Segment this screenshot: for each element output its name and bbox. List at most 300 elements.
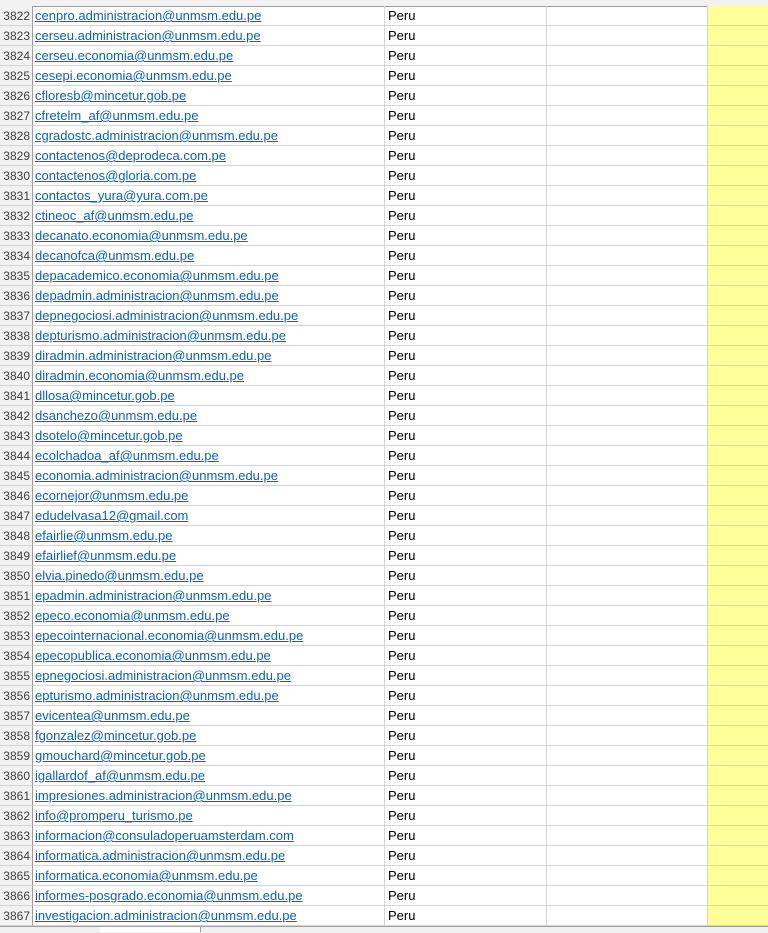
table-row	[0, 746, 768, 766]
empty-cell[interactable]	[547, 546, 708, 566]
email-cell[interactable]	[33, 726, 385, 746]
email-cell[interactable]	[33, 6, 385, 26]
empty-cell[interactable]	[547, 186, 708, 206]
highlighted-cell[interactable]	[708, 386, 768, 406]
email-hyperlink[interactable]: epecopublica.economia@unmsm.edu.pe	[35, 648, 271, 663]
email-hyperlink[interactable]: dsanchezo@unmsm.edu.pe	[35, 408, 198, 423]
email-cell[interactable]	[33, 346, 385, 366]
email-hyperlink[interactable]: efairlie@unmsm.edu.pe	[35, 528, 173, 543]
highlighted-cell[interactable]	[708, 846, 768, 866]
row-number[interactable]: 3823	[0, 26, 33, 46]
empty-cell[interactable]	[547, 706, 708, 726]
email-hyperlink[interactable]: decanato.economia@unmsm.edu.pe	[35, 228, 248, 243]
row-number[interactable]: 3854	[0, 646, 33, 666]
country-cell[interactable]: Peru	[385, 186, 547, 206]
empty-cell[interactable]	[547, 286, 708, 306]
empty-cell[interactable]	[547, 646, 708, 666]
country-cell[interactable]: Peru	[385, 646, 547, 666]
empty-cell[interactable]	[547, 346, 708, 366]
highlighted-cell[interactable]	[708, 226, 768, 246]
email-cell[interactable]	[33, 526, 385, 546]
table-row	[0, 46, 768, 66]
email-hyperlink[interactable]: epturismo.administracion@unmsm.edu.pe	[35, 688, 279, 703]
highlighted-cell[interactable]	[708, 666, 768, 686]
empty-cell[interactable]	[547, 606, 708, 626]
empty-cell[interactable]	[547, 366, 708, 386]
email-cell[interactable]	[33, 586, 385, 606]
table-row	[0, 566, 768, 586]
row-number[interactable]: 3866	[0, 886, 33, 906]
email-hyperlink[interactable]: gmouchard@mincetur.gob.pe	[35, 748, 206, 763]
email-hyperlink[interactable]: fgonzalez@mincetur.gob.pe	[35, 728, 197, 743]
highlighted-cell[interactable]	[708, 6, 768, 26]
row-number[interactable]: 3833	[0, 226, 33, 246]
email-hyperlink[interactable]: informatica.economia@unmsm.edu.pe	[35, 868, 258, 883]
sheet-tab-active[interactable]	[100, 927, 201, 932]
highlighted-cell[interactable]	[708, 826, 768, 846]
row-number[interactable]: 3857	[0, 706, 33, 726]
empty-cell[interactable]	[547, 826, 708, 846]
email-hyperlink[interactable]: cgradostc.administracion@unmsm.edu.pe	[35, 128, 278, 143]
highlighted-cell[interactable]	[708, 486, 768, 506]
email-hyperlink[interactable]: igallardof_af@unmsm.edu.pe	[35, 768, 206, 783]
email-cell[interactable]	[33, 286, 385, 306]
row-number[interactable]: 3859	[0, 746, 33, 766]
highlighted-cell[interactable]	[708, 126, 768, 146]
empty-cell[interactable]	[547, 806, 708, 826]
email-cell[interactable]	[33, 786, 385, 806]
email-hyperlink[interactable]: depturismo.administracion@unmsm.edu.pe	[35, 328, 286, 343]
country-cell[interactable]: Peru	[385, 686, 547, 706]
email-cell[interactable]	[33, 406, 385, 426]
highlighted-cell[interactable]	[708, 766, 768, 786]
table-row	[0, 706, 768, 726]
row-number[interactable]: 3822	[0, 6, 33, 26]
email-cell[interactable]	[33, 606, 385, 626]
country-cell[interactable]: Peru	[385, 466, 547, 486]
table-row	[0, 806, 768, 826]
table-row	[0, 666, 768, 686]
row-number[interactable]: 3847	[0, 506, 33, 526]
empty-cell[interactable]	[547, 766, 708, 786]
email-cell[interactable]	[33, 766, 385, 786]
row-number[interactable]: 3825	[0, 66, 33, 86]
email-cell[interactable]	[33, 866, 385, 886]
email-hyperlink[interactable]: cfloresb@mincetur.gob.pe	[35, 88, 187, 103]
highlighted-cell[interactable]	[708, 626, 768, 646]
country-cell[interactable]: Peru	[385, 586, 547, 606]
email-cell[interactable]	[33, 706, 385, 726]
email-cell[interactable]	[33, 906, 385, 926]
country-cell[interactable]: Peru	[385, 146, 547, 166]
email-hyperlink[interactable]: dsotelo@mincetur.gob.pe	[35, 428, 183, 443]
highlighted-cell[interactable]	[708, 26, 768, 46]
highlighted-cell[interactable]	[708, 886, 768, 906]
row-number[interactable]: 3864	[0, 846, 33, 866]
row-number[interactable]: 3867	[0, 906, 33, 926]
country-cell[interactable]: Peru	[385, 866, 547, 886]
email-hyperlink[interactable]: cenpro.administracion@unmsm.edu.pe	[35, 8, 262, 23]
row-number[interactable]: 3838	[0, 326, 33, 346]
email-hyperlink[interactable]: ecolchadoa_af@unmsm.edu.pe	[35, 448, 219, 463]
email-hyperlink[interactable]: depadmin.administracion@unmsm.edu.pe	[35, 288, 279, 303]
country-cell[interactable]: Peru	[385, 226, 547, 246]
row-number[interactable]: 3827	[0, 106, 33, 126]
row-number[interactable]: 3856	[0, 686, 33, 706]
row-number[interactable]: 3862	[0, 806, 33, 826]
empty-cell[interactable]	[547, 906, 708, 926]
highlighted-cell[interactable]	[708, 166, 768, 186]
row-number[interactable]: 3836	[0, 286, 33, 306]
email-cell[interactable]	[33, 646, 385, 666]
table-row	[0, 606, 768, 626]
empty-cell[interactable]	[547, 386, 708, 406]
empty-cell[interactable]	[547, 486, 708, 506]
email-cell[interactable]	[33, 86, 385, 106]
empty-cell[interactable]	[547, 526, 708, 546]
highlighted-cell[interactable]	[708, 726, 768, 746]
empty-cell[interactable]	[547, 846, 708, 866]
row-number[interactable]: 3852	[0, 606, 33, 626]
row-number[interactable]: 3865	[0, 866, 33, 886]
country-cell[interactable]: Peru	[385, 286, 547, 306]
empty-cell[interactable]	[547, 506, 708, 526]
empty-cell[interactable]	[547, 626, 708, 646]
email-hyperlink[interactable]: diradmin.economia@unmsm.edu.pe	[35, 368, 245, 383]
table-row	[0, 286, 768, 306]
email-cell[interactable]	[33, 566, 385, 586]
email-hyperlink[interactable]: epecointernacional.economia@unmsm.edu.pe	[35, 628, 304, 643]
highlighted-cell[interactable]	[708, 786, 768, 806]
row-number[interactable]: 3831	[0, 186, 33, 206]
highlighted-cell[interactable]	[708, 146, 768, 166]
highlighted-cell[interactable]	[708, 866, 768, 886]
empty-cell[interactable]	[547, 166, 708, 186]
highlighted-cell[interactable]	[708, 426, 768, 446]
row-number[interactable]: 3839	[0, 346, 33, 366]
highlighted-cell[interactable]	[708, 446, 768, 466]
table-row	[0, 906, 768, 926]
email-cell[interactable]	[33, 886, 385, 906]
empty-cell[interactable]	[547, 126, 708, 146]
email-cell[interactable]	[33, 186, 385, 206]
country-cell[interactable]: Peru	[385, 166, 547, 186]
empty-cell[interactable]	[547, 6, 708, 26]
country-cell[interactable]: Peru	[385, 606, 547, 626]
highlighted-cell[interactable]	[708, 566, 768, 586]
email-cell[interactable]	[33, 846, 385, 866]
row-number[interactable]: 3830	[0, 166, 33, 186]
highlighted-cell[interactable]	[708, 86, 768, 106]
email-cell[interactable]	[33, 306, 385, 326]
highlighted-cell[interactable]	[708, 906, 768, 926]
empty-cell[interactable]	[547, 686, 708, 706]
email-hyperlink[interactable]: dllosa@mincetur.gob.pe	[35, 388, 175, 403]
empty-cell[interactable]	[547, 586, 708, 606]
email-cell[interactable]	[33, 66, 385, 86]
empty-cell[interactable]	[547, 246, 708, 266]
country-cell[interactable]: Peru	[385, 726, 547, 746]
email-cell[interactable]	[33, 226, 385, 246]
highlighted-cell[interactable]	[708, 286, 768, 306]
highlighted-cell[interactable]	[708, 526, 768, 546]
email-hyperlink[interactable]: info@promperu_turismo.pe	[35, 808, 193, 823]
table-row	[0, 106, 768, 126]
country-cell[interactable]: Peru	[385, 106, 547, 126]
email-cell[interactable]	[33, 166, 385, 186]
empty-cell[interactable]	[547, 146, 708, 166]
highlighted-cell[interactable]	[708, 706, 768, 726]
row-number[interactable]: 3844	[0, 446, 33, 466]
empty-cell[interactable]	[547, 266, 708, 286]
email-cell[interactable]	[33, 266, 385, 286]
country-cell[interactable]: Peru	[385, 746, 547, 766]
email-cell[interactable]	[33, 546, 385, 566]
table-row	[0, 86, 768, 106]
country-cell[interactable]: Peru	[385, 46, 547, 66]
email-cell[interactable]	[33, 666, 385, 686]
email-hyperlink[interactable]: efairlief@unmsm.edu.pe	[35, 548, 177, 563]
email-hyperlink[interactable]: investigacion.administracion@unmsm.edu.pe	[35, 908, 297, 923]
table-row	[0, 726, 768, 746]
empty-cell[interactable]	[547, 26, 708, 46]
country-cell[interactable]: Peru	[385, 366, 547, 386]
empty-cell[interactable]	[547, 46, 708, 66]
country-cell[interactable]: Peru	[385, 706, 547, 726]
table-row	[0, 246, 768, 266]
table-row	[0, 546, 768, 566]
country-cell[interactable]: Peru	[385, 626, 547, 646]
email-hyperlink[interactable]: impresiones.administracion@unmsm.edu.pe	[35, 788, 292, 803]
table-row	[0, 126, 768, 146]
email-hyperlink[interactable]: cfretelm_af@unmsm.edu.pe	[35, 108, 199, 123]
row-number[interactable]: 3826	[0, 86, 33, 106]
country-cell[interactable]: Peru	[385, 126, 547, 146]
highlighted-cell[interactable]	[708, 186, 768, 206]
table-row	[0, 306, 768, 326]
email-hyperlink[interactable]: informacion@consuladoperuamsterdam.com	[35, 828, 294, 843]
country-cell[interactable]: Peru	[385, 566, 547, 586]
country-cell[interactable]: Peru	[385, 86, 547, 106]
email-hyperlink[interactable]: cesepi.economia@unmsm.edu.pe	[35, 68, 232, 83]
empty-cell[interactable]	[547, 566, 708, 586]
empty-cell[interactable]	[547, 786, 708, 806]
email-hyperlink[interactable]: informatica.administracion@unmsm.edu.pe	[35, 848, 286, 863]
email-cell[interactable]	[33, 146, 385, 166]
row-number[interactable]: 3840	[0, 366, 33, 386]
country-cell[interactable]: Peru	[385, 506, 547, 526]
sheet-tab[interactable]	[34, 927, 101, 932]
country-cell[interactable]: Peru	[385, 806, 547, 826]
country-cell[interactable]: Peru	[385, 246, 547, 266]
row-number[interactable]: 3824	[0, 46, 33, 66]
row-number[interactable]: 3837	[0, 306, 33, 326]
highlighted-cell[interactable]	[708, 686, 768, 706]
country-cell[interactable]: Peru	[385, 446, 547, 466]
table-row	[0, 146, 768, 166]
country-cell[interactable]: Peru	[385, 766, 547, 786]
email-hyperlink[interactable]: ctineoc_af@unmsm.edu.pe	[35, 208, 194, 223]
country-cell[interactable]: Peru	[385, 786, 547, 806]
email-cell[interactable]	[33, 366, 385, 386]
email-cell[interactable]	[33, 506, 385, 526]
country-cell[interactable]: Peru	[385, 486, 547, 506]
email-hyperlink[interactable]: contactos_yura@yura.com.pe	[35, 188, 208, 203]
email-cell[interactable]	[33, 806, 385, 826]
empty-cell[interactable]	[547, 866, 708, 886]
highlighted-cell[interactable]	[708, 366, 768, 386]
empty-cell[interactable]	[547, 446, 708, 466]
country-cell[interactable]: Peru	[385, 426, 547, 446]
email-cell[interactable]	[33, 46, 385, 66]
email-hyperlink[interactable]: edudelvasa12@gmail.com	[35, 508, 189, 523]
email-hyperlink[interactable]: elvia.pinedo@unmsm.edu.pe	[35, 568, 204, 583]
highlighted-cell[interactable]	[708, 746, 768, 766]
row-number[interactable]: 3849	[0, 546, 33, 566]
highlighted-cell[interactable]	[708, 306, 768, 326]
country-cell[interactable]: Peru	[385, 886, 547, 906]
highlighted-cell[interactable]	[708, 66, 768, 86]
email-hyperlink[interactable]: cerseu.administracion@unmsm.edu.pe	[35, 28, 261, 43]
highlighted-cell[interactable]	[708, 506, 768, 526]
table-row	[0, 346, 768, 366]
country-cell[interactable]: Peru	[385, 346, 547, 366]
empty-cell[interactable]	[547, 326, 708, 346]
row-number[interactable]: 3851	[0, 586, 33, 606]
email-cell[interactable]	[33, 386, 385, 406]
row-number[interactable]: 3861	[0, 786, 33, 806]
email-cell[interactable]	[33, 106, 385, 126]
country-cell[interactable]: Peru	[385, 26, 547, 46]
row-number[interactable]: 3829	[0, 146, 33, 166]
row-number[interactable]: 3858	[0, 726, 33, 746]
email-cell[interactable]	[33, 426, 385, 446]
highlighted-cell[interactable]	[708, 406, 768, 426]
email-cell[interactable]	[33, 626, 385, 646]
row-number[interactable]: 3842	[0, 406, 33, 426]
email-cell[interactable]	[33, 126, 385, 146]
email-cell[interactable]	[33, 26, 385, 46]
email-cell[interactable]	[33, 206, 385, 226]
highlighted-cell[interactable]	[708, 806, 768, 826]
empty-cell[interactable]	[547, 726, 708, 746]
email-hyperlink[interactable]: decanofca@unmsm.edu.pe	[35, 248, 195, 263]
email-hyperlink[interactable]: ecornejor@unmsm.edu.pe	[35, 488, 189, 503]
empty-cell[interactable]	[547, 666, 708, 686]
country-cell[interactable]: Peru	[385, 6, 547, 26]
country-cell[interactable]: Peru	[385, 306, 547, 326]
email-hyperlink[interactable]: depacademico.economia@unmsm.edu.pe	[35, 268, 279, 283]
email-hyperlink[interactable]: epeco.economia@unmsm.edu.pe	[35, 608, 230, 623]
empty-cell[interactable]	[547, 86, 708, 106]
highlighted-cell[interactable]	[708, 346, 768, 366]
highlighted-cell[interactable]	[708, 266, 768, 286]
row-number[interactable]: 3863	[0, 826, 33, 846]
email-hyperlink[interactable]: contactenos@gloria.com.pe	[35, 168, 197, 183]
email-cell[interactable]	[33, 486, 385, 506]
email-hyperlink[interactable]: epnegociosi.administracion@unmsm.edu.pe	[35, 668, 292, 683]
country-cell[interactable]: Peru	[385, 846, 547, 866]
country-cell[interactable]: Peru	[385, 66, 547, 86]
row-number[interactable]: 3846	[0, 486, 33, 506]
email-cell[interactable]	[33, 326, 385, 346]
table-row	[0, 206, 768, 226]
highlighted-cell[interactable]	[708, 206, 768, 226]
highlighted-cell[interactable]	[708, 546, 768, 566]
country-cell[interactable]: Peru	[385, 826, 547, 846]
empty-cell[interactable]	[547, 106, 708, 126]
empty-cell[interactable]	[547, 746, 708, 766]
highlighted-cell[interactable]	[708, 326, 768, 346]
email-cell[interactable]	[33, 466, 385, 486]
email-hyperlink[interactable]: depnegociosi.administracion@unmsm.edu.pe	[35, 308, 299, 323]
email-hyperlink[interactable]: evicentea@unmsm.edu.pe	[35, 708, 190, 723]
table-row	[0, 6, 768, 26]
row-number[interactable]: 3832	[0, 206, 33, 226]
highlighted-cell[interactable]	[708, 586, 768, 606]
country-cell[interactable]: Peru	[385, 546, 547, 566]
highlighted-cell[interactable]	[708, 466, 768, 486]
highlighted-cell[interactable]	[708, 246, 768, 266]
table-row	[0, 266, 768, 286]
email-hyperlink[interactable]: informes-posgrado.economia@unmsm.edu.pe	[35, 888, 303, 903]
row-number[interactable]: 3853	[0, 626, 33, 646]
country-cell[interactable]: Peru	[385, 206, 547, 226]
email-hyperlink[interactable]: epadmin.administracion@unmsm.edu.pe	[35, 588, 272, 603]
email-cell[interactable]	[33, 446, 385, 466]
row-number[interactable]: 3860	[0, 766, 33, 786]
email-cell[interactable]	[33, 746, 385, 766]
empty-cell[interactable]	[547, 66, 708, 86]
row-number[interactable]: 3848	[0, 526, 33, 546]
highlighted-cell[interactable]	[708, 646, 768, 666]
email-cell[interactable]	[33, 826, 385, 846]
country-cell[interactable]: Peru	[385, 386, 547, 406]
row-number[interactable]: 3855	[0, 666, 33, 686]
table-row	[0, 826, 768, 846]
empty-cell[interactable]	[547, 406, 708, 426]
row-number[interactable]: 3828	[0, 126, 33, 146]
row-number[interactable]: 3845	[0, 466, 33, 486]
email-hyperlink[interactable]: diradmin.administracion@unmsm.edu.pe	[35, 348, 272, 363]
email-hyperlink[interactable]: cerseu.economia@unmsm.edu.pe	[35, 48, 234, 63]
country-cell[interactable]: Peru	[385, 406, 547, 426]
highlighted-cell[interactable]	[708, 106, 768, 126]
highlighted-cell[interactable]	[708, 606, 768, 626]
row-number[interactable]: 3834	[0, 246, 33, 266]
row-number[interactable]: 3843	[0, 426, 33, 446]
empty-cell[interactable]	[547, 466, 708, 486]
email-cell[interactable]	[33, 246, 385, 266]
country-cell[interactable]: Peru	[385, 666, 547, 686]
row-number[interactable]: 3841	[0, 386, 33, 406]
country-cell[interactable]: Peru	[385, 266, 547, 286]
email-hyperlink[interactable]: contactenos@deprodeca.com.pe	[35, 148, 226, 163]
email-cell[interactable]	[33, 686, 385, 706]
row-number[interactable]: 3835	[0, 266, 33, 286]
empty-cell[interactable]	[547, 306, 708, 326]
email-hyperlink[interactable]: economia.administracion@unmsm.edu.pe	[35, 468, 278, 483]
row-number[interactable]: 3850	[0, 566, 33, 586]
empty-cell[interactable]	[547, 426, 708, 446]
empty-cell[interactable]	[547, 886, 708, 906]
highlighted-cell[interactable]	[708, 46, 768, 66]
country-cell[interactable]: Peru	[385, 326, 547, 346]
empty-cell[interactable]	[547, 226, 708, 246]
country-cell[interactable]: Peru	[385, 906, 547, 926]
country-cell[interactable]: Peru	[385, 526, 547, 546]
empty-cell[interactable]	[547, 206, 708, 226]
